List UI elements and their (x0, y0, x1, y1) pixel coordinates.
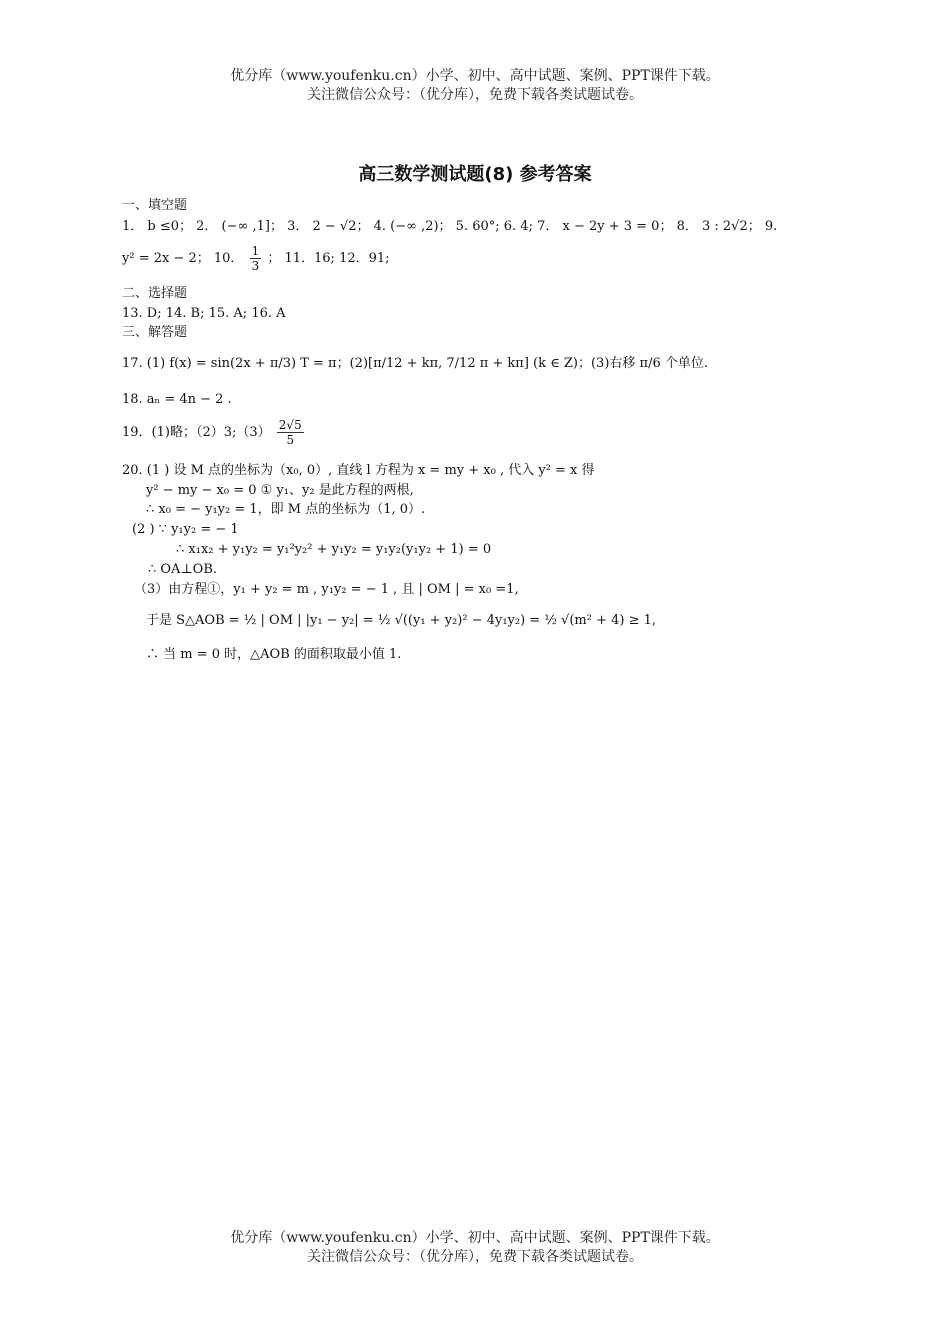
answer-20-line-1: 20. (1 ) 设 M 点的坐标为（x₀, 0）, 直线 l 方程为 x = my + x₀ , 代入 y² = x 得 (122, 463, 595, 478)
answer-20-line-9: ∴ 当 m = 0 时，△AOB 的面积取最小值 1. (146, 647, 402, 662)
answer-20-line-4: (2 ) ∵ y₁y₂ = − 1 (132, 522, 239, 537)
page-title: 高三数学测试题(8) 参考答案 (358, 164, 592, 185)
answer-20-line-2: y² − my − x₀ = 0 ① y₁、y₂ 是此方程的两根, (146, 483, 414, 498)
fill-answers-line-2 (122, 244, 390, 273)
header-line-2: 关注微信公众号：（优分库），免费下载各类试题试卷。 (307, 87, 643, 103)
section-solutions: 三、解答题 (122, 325, 188, 340)
fraction-denominator: 3 (251, 259, 260, 273)
answer-20-line-8: 于是 S△AOB = ½ | OM | |y₁ − y₂| = ½ √((y₁ + y₂)² − 4y₁y₂) = ½ √(m² + 4) ≥ 1, (146, 613, 657, 628)
section-choice: 二、选择题 (122, 286, 188, 301)
fill-line2-start: y² = 2x − 2； 10． (122, 251, 244, 266)
fill-answers-line-1: 1． b ≤0； 2． (−∞ ,1]； 3． 2 − √2； 4. (−∞ ,2)； 5. 60°; 6. 4; 7． x − 2y + 3 = 0； 8． 3 : 2√2； 9. (122, 219, 778, 234)
header-line-1: 优分库（www.youfenku.cn）小学、初中、高中试题、案例、PPT课件下载。 (230, 68, 720, 84)
answer-20-line-6: ∴ OA⊥OB. (148, 562, 218, 577)
answer-20-line-3: ∴ x₀ = − y₁y₂ = 1，即 M 点的坐标为（1, 0）. (146, 502, 426, 517)
footer-line-2: 关注微信公众号：（优分库），免费下载各类试题试卷。 (307, 1249, 643, 1265)
fraction-one-third (250, 244, 262, 273)
answer-20-line-7: （3）由方程①，y₁ + y₂ = m , y₁y₂ = − 1 , 且 | OM | = x₀ =1, (134, 582, 519, 597)
fraction-numerator: 2√5 (278, 418, 302, 432)
answer-19-text: 19．(1)略；（2）3;（3） (122, 425, 271, 440)
answer-17: 17. (1) f(x) = sin(2x + π/3) T = π；(2)[π/12 + kπ, 7/12 π + kπ] (k ∈ Z)；(3)右移 π/6 个单位. (122, 356, 708, 371)
choice-answers: 13. D; 14. B; 15. A; 16. A (122, 306, 286, 321)
footer-line-1: 优分库（www.youfenku.cn）小学、初中、高中试题、案例、PPT课件下载。 (230, 1230, 720, 1246)
section-fill-blank: 一、填空题 (122, 198, 188, 213)
fraction-numerator: 1 (251, 244, 260, 258)
answer-19 (122, 418, 306, 447)
fraction-denominator: 5 (286, 433, 295, 447)
fill-line2-end: ； 11．16; 12．91; (267, 251, 390, 266)
answer-18: 18. aₙ = 4n − 2 . (122, 392, 232, 407)
answer-20-line-5: ∴ x₁x₂ + y₁y₂ = y₁²y₂² + y₁y₂ = y₁y₂(y₁y₂ + 1) = 0 (176, 542, 492, 557)
fraction-two-root5-over-5 (277, 418, 304, 447)
